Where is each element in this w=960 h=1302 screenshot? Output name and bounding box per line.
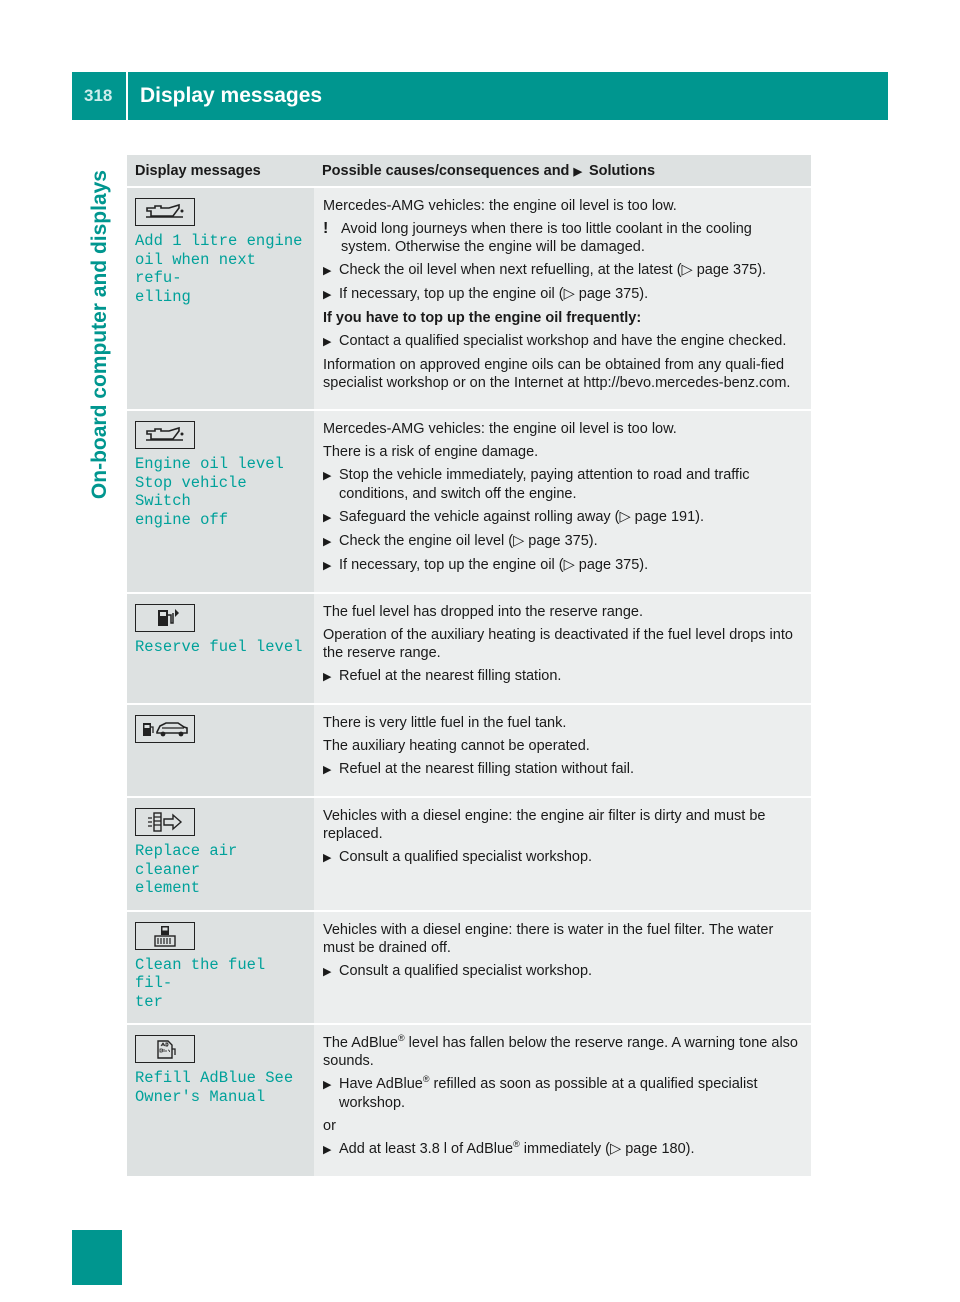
fuel-pump-icon — [135, 604, 195, 632]
solution-step — [323, 508, 803, 527]
cause-text-part: The AdBlue — [323, 1035, 398, 1051]
display-cell — [127, 911, 314, 1025]
registered-mark: ® — [513, 1139, 520, 1150]
page-title: Display messages — [140, 84, 323, 107]
display-cell — [127, 704, 314, 797]
display-cell — [127, 410, 314, 593]
step-arrow-icon: ▶ — [323, 1079, 332, 1091]
step-arrow-icon: ▶ — [323, 265, 332, 277]
table-row — [127, 911, 811, 1025]
cause-text: There is very little fuel in the fuel tank. — [323, 715, 567, 731]
display-cell — [127, 1024, 314, 1177]
page-number: 318 — [84, 86, 113, 105]
oil-can-icon — [135, 198, 195, 226]
registered-mark: ® — [422, 1074, 430, 1085]
table-row — [127, 187, 811, 410]
table-row — [127, 1024, 811, 1177]
display-message-text: Refill AdBlue See Owner's Manual — [135, 1069, 294, 1106]
warning-text: Avoid long journeys when there is too little coolant in the cooling system. Otherwise the engine will be damaged. — [341, 221, 752, 255]
side-marker-block — [72, 1230, 122, 1285]
registered-mark: ® — [397, 1033, 405, 1044]
step-arrow-icon: ▶ — [323, 536, 332, 548]
cause-text: Operation of the auxiliary heating is deactivated if the fuel level drops into the reserve range. — [323, 627, 793, 661]
step-arrow-icon: ▶ — [323, 289, 332, 301]
display-messages-table — [127, 155, 811, 1178]
solution-step — [323, 285, 803, 304]
cause-text: Vehicles with a diesel engine: there is water in the fuel filter. The water must be drained off. — [323, 921, 774, 956]
step-arrow-icon: ▶ — [323, 1144, 332, 1156]
display-message-text: Engine oil level Stop vehicle Switch engine off — [135, 455, 284, 529]
solution-step — [323, 1075, 803, 1112]
step-arrow-icon: ▶ — [323, 470, 332, 482]
cause-text: Mercedes-AMG vehicles: the engine oil level is too low. — [323, 421, 677, 437]
step-text: Refuel at the nearest filling station. — [339, 668, 562, 684]
solution-step — [323, 532, 803, 551]
step-text: Consult a qualified specialist workshop. — [339, 962, 593, 979]
step-arrow-icon: ▶ — [323, 560, 332, 572]
solution-step — [323, 848, 803, 867]
display-message-text: Replace air cleaner element — [135, 842, 238, 897]
step-text: Refuel at the nearest filling station without fail. — [339, 761, 634, 777]
step-text: Have AdBlue — [339, 1076, 423, 1092]
col-header-causes-text: Possible causes/consequences and — [322, 162, 570, 179]
subheading: If you have to top up the engine oil frequently: — [323, 310, 642, 326]
fuel-filter-icon — [135, 922, 195, 950]
solution-step — [323, 760, 803, 779]
solution-step — [323, 261, 803, 280]
step-text: Consult a qualified specialist workshop. — [339, 849, 593, 865]
adblue-icon — [135, 1035, 195, 1063]
display-message-text: Reserve fuel level — [135, 638, 303, 656]
solution-cell — [314, 704, 811, 797]
solution-step — [323, 667, 803, 686]
step-text: Safeguard the vehicle against rolling away (▷ page 191). — [339, 509, 705, 525]
step-text: Stop the vehicle immediately, paying attention to road and traffic conditions, and switch off the engine. — [339, 467, 750, 502]
oil-can-icon — [135, 421, 195, 449]
col-header-solutions-text: Solutions — [588, 162, 656, 179]
step-text: Add at least 3.8 l of AdBlue — [339, 1141, 514, 1157]
solution-step — [323, 466, 803, 503]
or-text: or — [323, 1118, 336, 1134]
solution-step — [323, 1140, 803, 1159]
solution-cell — [314, 410, 811, 593]
step-arrow-icon: ▶ — [323, 336, 332, 348]
table-row — [127, 797, 811, 911]
air-filter-icon — [135, 808, 195, 836]
step-arrow-icon: ▶ — [323, 512, 332, 524]
step-arrow-icon: ▶ — [323, 764, 332, 776]
display-cell — [127, 797, 314, 911]
step-arrow-icon: ▶ — [323, 852, 332, 864]
table-row — [127, 410, 811, 593]
display-cell — [127, 187, 314, 410]
col-header-display-messages: Display messages — [127, 155, 314, 187]
warning-icon: ! — [323, 220, 329, 237]
cause-text — [323, 1034, 803, 1070]
solution-cell — [314, 1024, 811, 1177]
table-header-row — [127, 155, 811, 187]
step-arrow-icon: ▶ — [323, 671, 332, 683]
step-arrow-icon: ▶ — [323, 965, 332, 978]
warning-note — [323, 220, 803, 256]
table-row — [127, 704, 811, 797]
solution-step — [323, 332, 803, 351]
cause-text: There is a risk of engine damage. — [323, 444, 539, 460]
solution-cell — [314, 187, 811, 410]
solution-cell — [314, 911, 811, 1025]
display-message-text: Clean the fuel fil‐ ter — [135, 955, 266, 1011]
solution-step — [323, 962, 803, 981]
col-header-causes — [314, 155, 811, 187]
cause-text: Mercedes-AMG vehicles: the engine oil level is too low. — [323, 198, 677, 214]
info-text: Information on approved engine oils can be obtained from any quali-fied specialist workshop or on the Internet at http://bevo.mercedes-benz.com. — [323, 357, 791, 391]
cause-text-part: level has fallen below the reserve range. A warning tone also sounds. — [323, 1035, 798, 1069]
step-text: If necessary, top up the engine oil (▷ page 375). — [339, 286, 649, 302]
solution-arrow-icon: ▶ — [573, 165, 582, 178]
fuel-car-icon — [135, 715, 195, 743]
step-text: refilled as soon as possible at a qualified specialist workshop. — [339, 1076, 758, 1111]
step-text: If necessary, top up the engine oil (▷ page 375). — [339, 557, 649, 573]
table-row — [127, 593, 811, 704]
solution-cell — [314, 593, 811, 704]
solution-step — [323, 556, 803, 575]
cause-text: Vehicles with a diesel engine: the engine air filter is dirty and must be replaced. — [323, 808, 766, 842]
display-cell — [127, 593, 314, 704]
page-header — [72, 72, 888, 120]
step-text: Check the engine oil level (▷ page 375). — [339, 533, 598, 549]
step-text: Contact a qualified specialist workshop and have the engine checked. — [339, 333, 787, 349]
display-message-text: Add 1 litre engine oil when next refu‐ elling — [135, 232, 303, 306]
cause-text: The fuel level has dropped into the reserve range. — [323, 604, 644, 620]
step-text: immediately (▷ page 180). — [519, 1141, 695, 1157]
side-section-label: On-board computer and displays — [88, 170, 111, 500]
solution-cell — [314, 797, 811, 911]
step-text: Check the oil level when next refuelling, at the latest (▷ page 375). — [339, 262, 767, 278]
cause-text: The auxiliary heating cannot be operated. — [323, 738, 590, 754]
